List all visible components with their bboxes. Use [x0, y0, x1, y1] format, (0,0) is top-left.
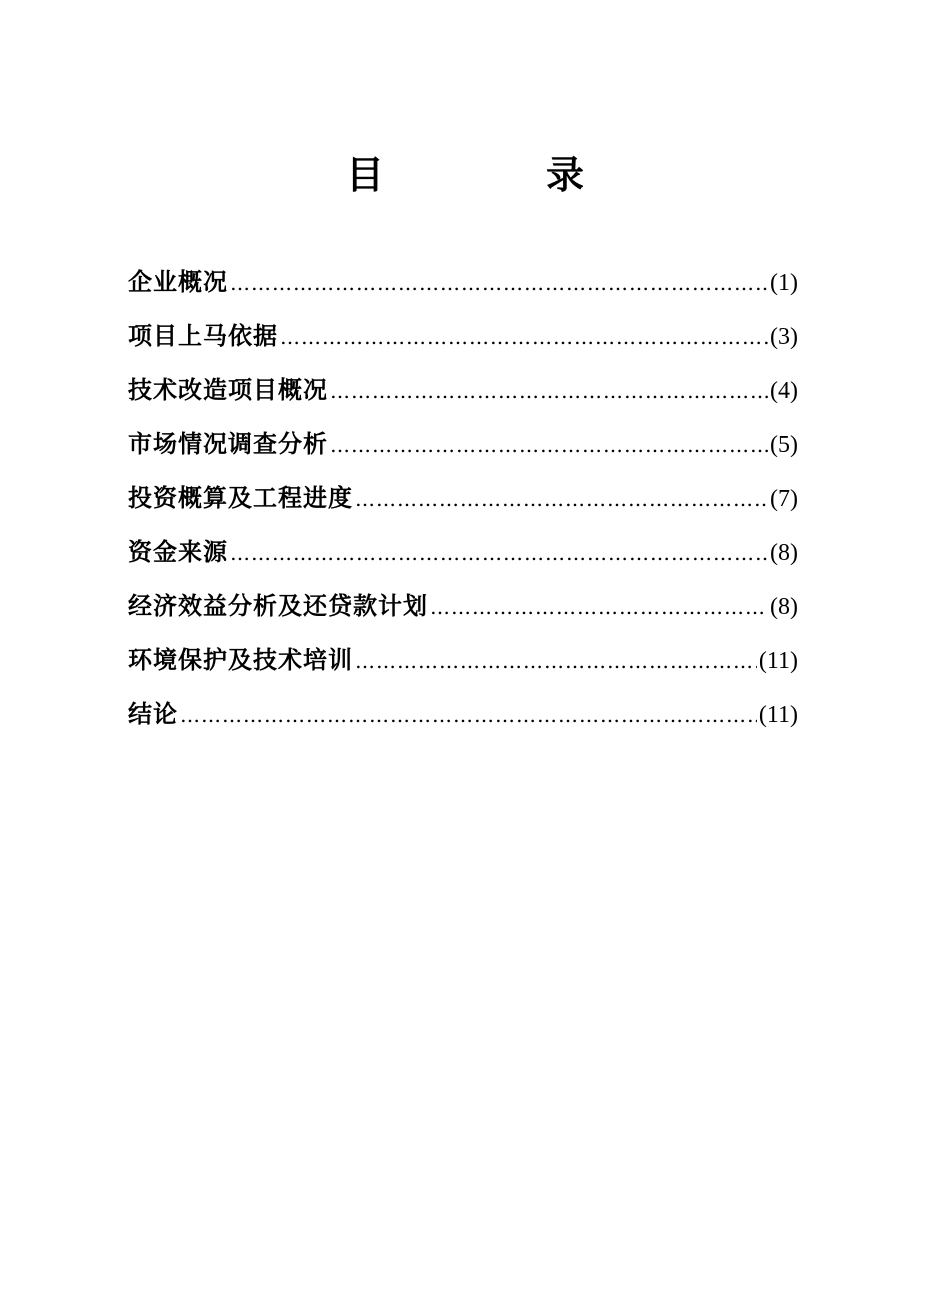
toc-entry-title: 经济效益分析及还贷款计划 — [128, 591, 428, 620]
toc-dot-leader — [280, 317, 768, 357]
toc-entry[interactable] — [128, 316, 798, 370]
toc-dot-leader — [230, 263, 768, 303]
toc-page-number: (5) — [770, 432, 798, 458]
toc-page-number: (4) — [770, 378, 798, 404]
toc-entry-title: 资金来源 — [128, 537, 228, 566]
toc-dot-leader — [230, 533, 768, 573]
toc-entry-title: 投资概算及工程进度 — [128, 483, 353, 512]
toc-entry[interactable] — [128, 262, 798, 316]
page-title: 目 录 — [345, 153, 646, 197]
toc-page-number: (8) — [770, 594, 798, 620]
toc-dot-leader — [180, 695, 757, 735]
toc-entry[interactable] — [128, 370, 798, 424]
toc-entry[interactable] — [128, 694, 798, 748]
toc-dot-leader — [430, 587, 768, 627]
toc-entry[interactable] — [128, 532, 798, 586]
table-of-contents — [128, 262, 798, 748]
toc-entry-title: 项目上马依据 — [128, 321, 278, 350]
toc-entry[interactable] — [128, 640, 798, 694]
toc-page-number: (11) — [758, 648, 798, 674]
toc-entry[interactable] — [128, 478, 798, 532]
toc-dot-leader — [330, 371, 768, 411]
toc-page-number: (11) — [758, 702, 798, 728]
toc-page-number: (1) — [770, 270, 798, 296]
toc-page-number: (3) — [770, 324, 798, 350]
toc-dot-leader — [355, 479, 768, 519]
toc-entry[interactable] — [128, 586, 798, 640]
toc-entry-title: 环境保护及技术培训 — [128, 645, 353, 674]
toc-entry-title: 结论 — [128, 699, 178, 728]
toc-entry-title: 企业概况 — [128, 267, 228, 296]
toc-page-number: (8) — [770, 540, 798, 566]
toc-dot-leader — [355, 641, 757, 681]
toc-dot-leader — [330, 425, 768, 465]
toc-entry[interactable] — [128, 424, 798, 478]
toc-entry-title: 技术改造项目概况 — [128, 375, 328, 404]
toc-entry-title: 市场情况调查分析 — [128, 429, 328, 458]
toc-page-number: (7) — [770, 486, 798, 512]
